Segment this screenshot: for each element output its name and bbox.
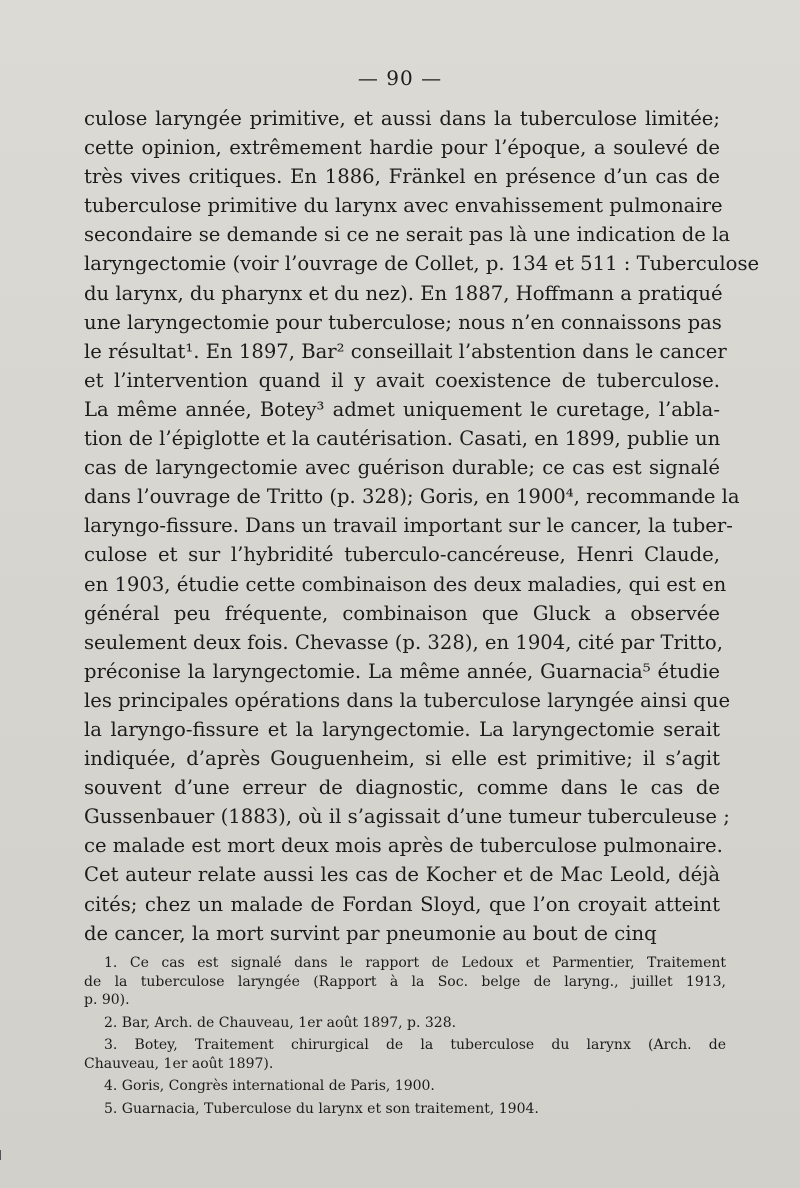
footnote-1-line: 1. Ce cas est signalé dans le rapport de Ledoux et Parmentier, Traitement xyxy=(104,955,726,971)
body-line: les principales opérations dans la tuberculose laryngée ainsi que xyxy=(84,688,731,712)
footnote-4: 4. Goris, Congrès international de Paris, 1900. xyxy=(104,1078,435,1094)
body-line: général peu fréquente, combinaison que Gluck a observée xyxy=(84,601,720,625)
body-line: cas de laryngectomie avec guérison durable; ce cas est signalé xyxy=(84,456,720,480)
body-line: le résultat¹. En 1897, Bar² conseillait l’abstention dans le cancer xyxy=(84,339,727,363)
body-line: laryngectomie (voir l’ouvrage de Collet, p. 134 et 511 : Tuberculose xyxy=(84,252,760,276)
body-line: Gussenbauer (1883), où il s’agissait d’une tumeur tuberculeuse ; xyxy=(84,805,730,829)
body-line: cités; chez un malade de Fordan Sloyd, que l’on croyait atteint xyxy=(84,892,720,916)
body-line: et l’intervention quand il y avait coexistence de tuberculose. xyxy=(84,368,720,392)
body-text xyxy=(84,104,760,948)
body-line: indiquée, d’après Gouguenheim, si elle est primitive; il s’agit xyxy=(84,747,720,771)
footnote-1-line: de la tuberculose laryngée (Rapport à la Soc. belge de laryng., juillet 1913, xyxy=(84,973,726,990)
body-line: tuberculose primitive du larynx avec envahissement pulmonaire xyxy=(84,194,723,218)
footnote-3-line: 3. Botey, Traitement chirurgical de la tuberculose du larynx (Arch. de xyxy=(104,1037,726,1053)
body-line: tion de l’épiglotte et la cautérisation. Casati, en 1899, publie un xyxy=(84,427,721,451)
footnotes xyxy=(84,954,726,1118)
body-line: souvent d’une erreur de diagnostic, comme dans le cas de xyxy=(84,776,720,800)
body-line: très vives critiques. En 1886, Fränkel en présence d’un cas de xyxy=(84,165,720,189)
body-line: culose et sur l’hybridité tuberculo-cancéreuse, Henri Claude, xyxy=(84,543,720,567)
page-number: — 90 — xyxy=(357,66,443,90)
body-line: une laryngectomie pour tuberculose; nous n’en connaissons pas xyxy=(84,310,722,334)
footnote-5: 5. Guarnacia, Tuberculose du larynx et son traitement, 1904. xyxy=(104,1100,539,1117)
footnote-1-line: p. 90). xyxy=(84,992,130,1008)
body-line: en 1903, étudie cette combinaison des deux maladies, qui est en xyxy=(84,572,727,596)
body-line: du larynx, du pharynx et du nez). En 1887, Hoffmann a pratiqué xyxy=(84,281,723,305)
body-line: laryngo-fissure. Dans un travail important sur le cancer, la tuber- xyxy=(84,514,733,538)
body-line: dans l’ouvrage de Tritto (p. 328); Goris, en 1900⁴, recommande la xyxy=(84,485,740,509)
body-line: préconise la laryngectomie. La même année, Guarnacia⁵ étudie xyxy=(84,659,720,683)
body-line: culose laryngée primitive, et aussi dans la tuberculose limitée; xyxy=(84,107,720,130)
footnote-3-line: Chauveau, 1er août 1897). xyxy=(84,1055,274,1072)
footnote-2: 2. Bar, Arch. de Chauveau, 1er août 1897, p. 328. xyxy=(104,1014,457,1031)
body-line: secondaire se demande si ce ne serait pas là une indication de la xyxy=(84,223,731,247)
body-line: ce malade est mort deux mois après de tuberculose pulmonaire. xyxy=(84,834,723,858)
body-line: Cet auteur relate aussi les cas de Kocher et de Mac Leold, déjà xyxy=(84,863,720,887)
page-edge-mark xyxy=(0,1150,11,1160)
body-line: seulement deux fois. Chevasse (p. 328), en 1904, cité par Tritto, xyxy=(84,630,723,654)
body-line: la laryngo-fissure et la laryngectomie. La laryngectomie serait xyxy=(84,717,720,741)
body-line: La même année, Botey³ admet uniquement le curetage, l’abla- xyxy=(84,397,720,421)
body-line: de cancer, la mort survint par pneumonie au bout de cinq xyxy=(84,921,657,945)
body-line: cette opinion, extrêmement hardie pour l’époque, a soulevé de xyxy=(84,136,720,160)
